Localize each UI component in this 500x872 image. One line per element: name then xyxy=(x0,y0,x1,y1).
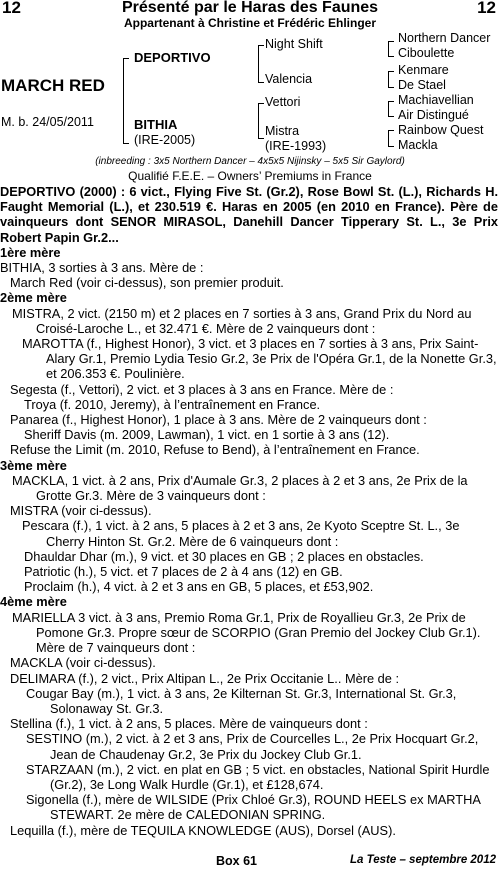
dam-line: MARIELLA 3 vict. à 3 ans, Premio Roma Gr.1, Prix de Royallieu Gr.3, 2e Prix de Pomone Gr.3. Propre sœur de SCORPIO (Gran Premio del Jockey Club Gr.1). Mère de 7 vainqueurs dont : xyxy=(12,609,481,656)
g3-name: Mackla xyxy=(398,138,438,152)
inbreeding-note: (inbreeding : 3x5 Northern Dancer – 4x5x5 Nijinsky – 5x5 Sir Gaylord) xyxy=(95,156,405,167)
g3-name: Rainbow Quest xyxy=(398,123,484,137)
sire-sire: Night Shift xyxy=(265,37,323,51)
g3-name: Ciboulette xyxy=(398,46,455,60)
lot-number-left: 12 xyxy=(2,0,21,17)
produce-line: Refuse the Limit (m. 2010, Refuse to Bend), à l’entraînement en France. xyxy=(10,442,420,458)
produce-line: Lequilla (f.), mère de TEQUILA KNOWLEDGE (AUS), Dorsel (AUS). xyxy=(10,822,396,838)
qualification-line: Qualifié F.E.E. – Owners’ Premiums in France xyxy=(128,169,372,183)
g3-name: Kenmare xyxy=(398,63,449,77)
produce-line: SESTINO (m.), 2 vict. à 2 et 3 ans, Prix de Courcelles L., 2e Prix Hocquart Gr.2, Jean de Chaudenay Gr.2, 3e Prix du Jockey Club Gr.1. xyxy=(26,731,479,762)
dam-line: BITHIA, 3 sorties à 3 ans. Mère de : xyxy=(0,260,204,276)
dam-name: BITHIA xyxy=(134,117,178,132)
produce-line: Cougar Bay (m.), 1 vict. à 3 ans, 2e Kilternan St. Gr.3, International St. Gr.3, Solonaway St. Gr.3. xyxy=(26,685,457,716)
produce-line: MAROTTA (f., Highest Honor), 3 vict. et 3 places en 7 sorties à 3 ans, Prix Saint-Alary Gr.1, Premio Lydia Tesio Gr.2, 3e Prix de l'Opéra Gr.1, de la Nonette Gr.3, et 206.353 €. Poulinière. xyxy=(22,336,497,382)
dam-sire: Vettori xyxy=(265,95,301,109)
bracket-g3-1 xyxy=(388,41,394,57)
sire-paragraph: DEPORTIVO (2000) : 6 vict., Flying Five St. (Gr.2), Rose Bowl St. (L.), Richards H. Faught Memorial (L.), et 230.519 €. Haras en 2005 (en 2010 en France). Père de vainqueurs dont SENOR MIRASOL, Danehill Dancer Tipperary St. L., 3e Prix Robert Papin Gr.2... xyxy=(0,184,498,245)
bracket-gen1 xyxy=(123,58,129,144)
section-heading: 3ème mère xyxy=(0,457,67,473)
owner-line: Appartenant à Christine et Frédéric Ehlinger xyxy=(123,16,377,30)
produce-line: STARZAAN (m.), 2 vict. en plat en GB ; 5 vict. en obstacles, National Spirit Hurdle (Gr.2), 3e Long Walk Hurdle (Gr.1), et £128,674. xyxy=(26,761,490,792)
section-heading: 2ème mère xyxy=(0,290,67,306)
bracket-dam-parents xyxy=(258,103,264,139)
sire-name: DEPORTIVO xyxy=(134,50,211,65)
produce-line: March Red (voir ci-dessus), son premier produit. xyxy=(10,275,284,291)
g3-name: Northern Dancer xyxy=(398,31,491,45)
dam-dam-detail: (IRE-1993) xyxy=(265,139,327,153)
produce-line: Dhauldar Dhar (m.), 9 vict. et 30 places en GB ; 2 places en obstacles. xyxy=(24,548,424,564)
page-title: Présenté par le Haras des Faunes xyxy=(121,0,379,16)
place-date: La Teste – septembre 2012 xyxy=(350,854,496,866)
produce-line: Sigonella (f.), mère de WILSIDE (Prix Chloé Gr.3), ROUND HEELS ex MARTHA STEWART. 2e mère de CALEDONIAN SPRING. xyxy=(26,792,481,823)
dam-line: MACKLA, 1 vict. à 2 ans, Prix d'Aumale Gr.3, 2 places à 2 et 3 ans, 2e Prix de la Grotte Gr.3. Mère de 3 vainqueurs dont : xyxy=(12,472,468,504)
lot-number-right: 12 xyxy=(477,0,496,17)
produce-line: Pescara (f.), 1 vict. à 2 ans, 5 places à 2 et 3 ans, 2e Kyoto Sceptre St. L., 3e Cherry Hinton St. Gr.2. Mère de 6 vainqueurs dont : xyxy=(22,518,460,549)
dam-detail: (IRE-2005) xyxy=(134,133,196,147)
pedigree-notes xyxy=(0,184,498,838)
bracket-sire-parents xyxy=(258,45,264,83)
box-number: Box 61 xyxy=(216,854,257,868)
section-heading: 1ère mère xyxy=(0,244,61,260)
dam-dam: Mistra xyxy=(265,124,300,138)
g3-name: De Stael xyxy=(398,78,446,92)
horse-info: M. b. 24/05/2011 xyxy=(1,115,94,129)
produce-line: DELIMARA (f.), 2 vict., Prix Altipan L., 2e Prix Occitanie L.. Mère de : xyxy=(10,670,400,686)
produce-line: Stellina (f.), 1 vict. à 2 ans, 5 places. Mère de vainqueurs dont : xyxy=(10,716,368,732)
dam-line: MISTRA, 2 vict. (2150 m) et 2 places en 7 sorties à 3 ans, Grand Prix du Nord au Croisé-Laroche L., et 32.471 €. Mère de 2 vainqueurs dont : xyxy=(12,305,472,336)
produce-line: Segesta (f., Vettori), 2 vict. et 3 places à 3 ans en France. Mère de : xyxy=(10,381,394,397)
produce-line: MISTRA (voir ci-dessus). xyxy=(10,503,152,519)
bracket-g3-4 xyxy=(388,130,394,147)
produce-line: MACKLA (voir ci-dessus). xyxy=(10,655,156,671)
g3-name: Air Distingué xyxy=(398,108,469,122)
produce-line: Panarea (f., Highest Honor), 1 place à 3 ans. Mère de 2 vainqueurs dont : xyxy=(10,412,427,428)
bracket-g3-2 xyxy=(388,71,394,88)
sire-dam: Valencia xyxy=(265,72,313,86)
section-heading: 4ème mère xyxy=(0,594,67,610)
produce-line: Patriotic (h.), 5 vict. et 7 places de 2 à 4 ans (12) en GB. xyxy=(24,564,343,580)
produce-line: Proclaim (h.), 4 vict. à 2 et 3 ans en GB, 5 places, et £53,902. xyxy=(24,579,374,595)
produce-line: Troya (f. 2010, Jeremy), à l’entraînement en France. xyxy=(24,396,321,412)
g3-name: Machiavellian xyxy=(398,93,474,107)
bracket-g3-3 xyxy=(388,101,394,117)
produce-line: Sheriff Davis (m. 2009, Lawman), 1 vict. en 1 sortie à 3 ans (12). xyxy=(24,427,390,443)
horse-name: MARCH RED xyxy=(1,76,105,95)
